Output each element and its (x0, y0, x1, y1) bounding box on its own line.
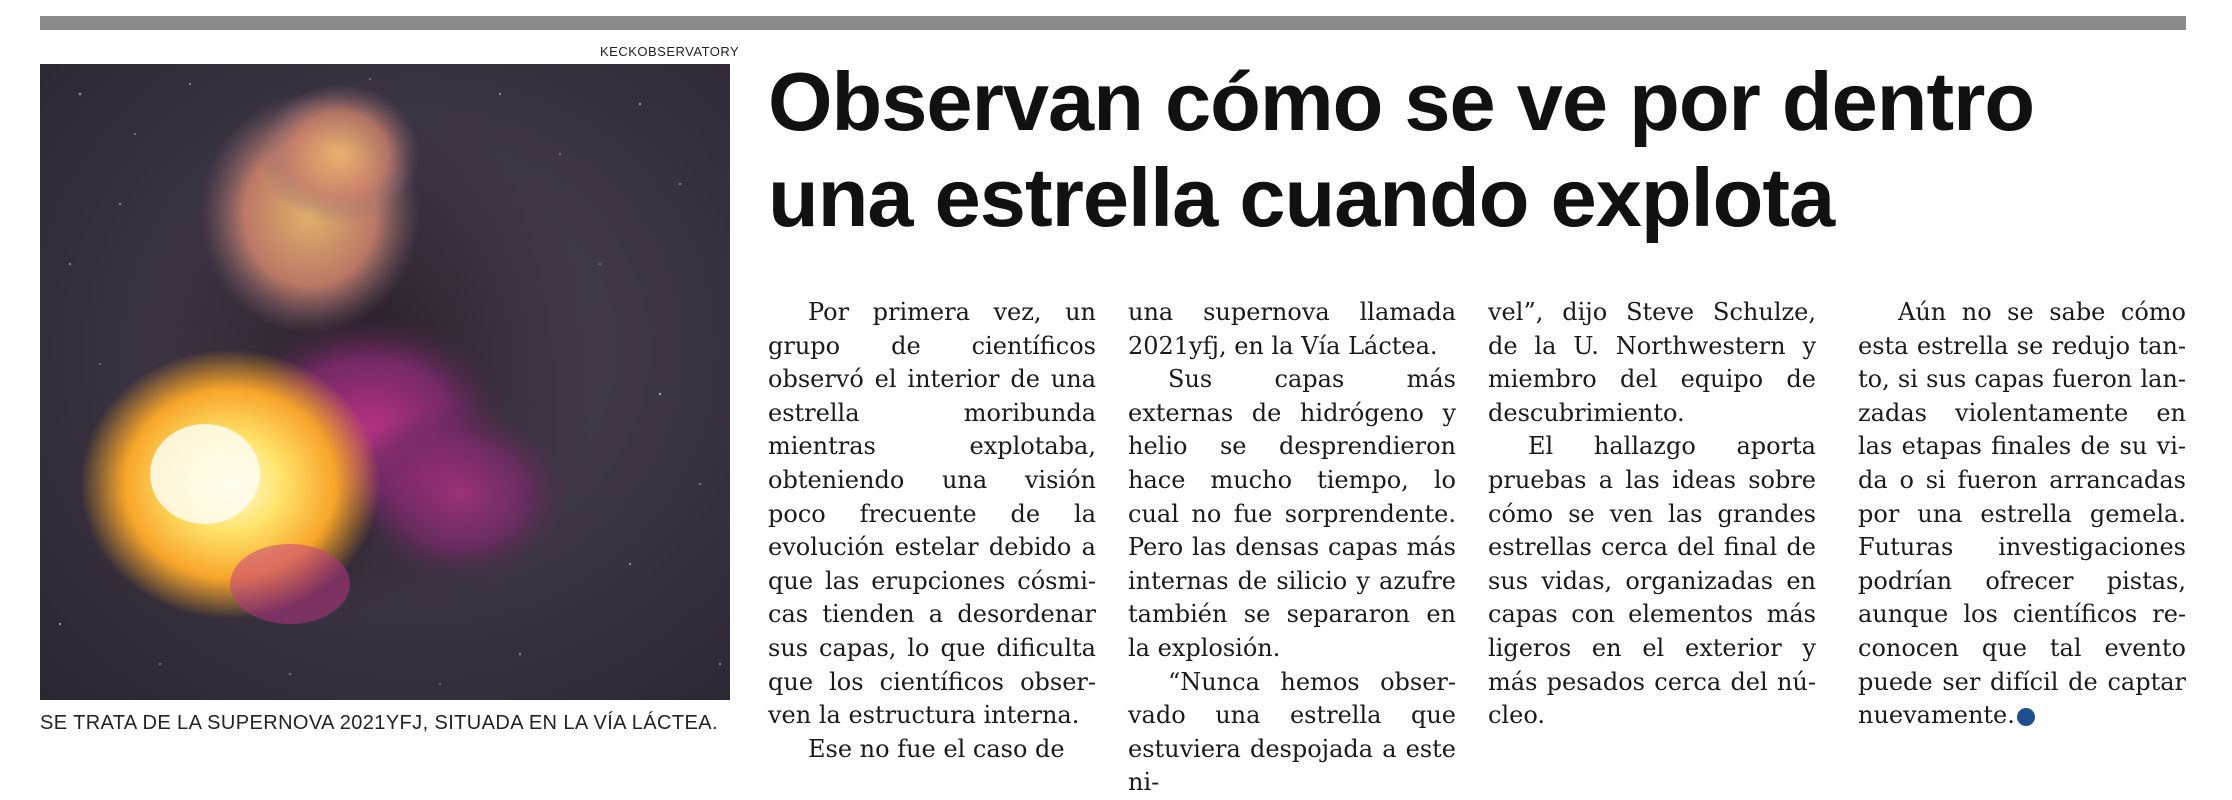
paragraph: El hallazgo aporta pruebas a las ideas sobre cómo se ven las grandes estrellas cerca del final de sus vidas, organizadas en capas con elementos más ligeros en el exterior y más pesados cerca del núcleo. (1488, 432, 1816, 730)
paragraph-text: Aún no se sabe cómo esta estrella se redujo tanto, si sus capas fueron lanzadas violentamente en las etapas finales de su vida o si fueron arrancadas por una estrella gemela. Futuras investigaciones podrían ofrecer pistas, aunque los científicos reconocen que tal evento puede ser difícil de captar nuevamente. (1858, 298, 2186, 730)
top-rule (40, 16, 2186, 30)
article-column-2 (1128, 296, 1456, 800)
paragraph: Ese no fue el caso de (808, 734, 1065, 763)
headline (768, 54, 2198, 246)
paragraph: Sus capas más externas de hidrógeno y helio se desprendieron hace mucho tiempo, lo cual no fue sorprendente. Pero las densas capas más internas de silicio y azufre también se separaron en la explosión. (1128, 365, 1456, 662)
supernova-photo (40, 64, 730, 700)
article-column-1 (768, 296, 1096, 766)
headline-line-2: una estrella cuando explota (768, 151, 1835, 244)
headline-line-1: Observan cómo se ve por dentro (768, 55, 2035, 148)
photo-credit: KECKOBSERVATORY (600, 44, 740, 59)
paragraph: vel”, dijo Steve Schulze, de la U. Northwestern y miembro del equipo de descubrimiento. (1488, 298, 1816, 427)
photo-caption: SE TRATA DE LA SUPERNOVA 2021YFJ, SITUADA EN LA VÍA LÁCTEA. (40, 712, 718, 734)
article-column-4 (1858, 296, 2186, 733)
article-column-3 (1488, 296, 1816, 733)
paragraph: “Nunca hemos observado una estrella que estuviera despojada a este ni- (1128, 667, 1456, 797)
paragraph: Por primera vez, un grupo de científicos observó el interior de una estrella moribunda mientras explotaba, obteniendo una visión poco frecuente de la evolución estelar debido a que las erupciones cósmicas tienden a desordenar sus capas, lo que dificulta que los científicos observen la estructura interna. (768, 298, 1096, 730)
paragraph: una supernova llamada 2021yfj, en la Vía Láctea. (1128, 298, 1456, 360)
paragraph (1858, 296, 2186, 733)
end-of-article-icon: ✪ (2017, 708, 2035, 726)
